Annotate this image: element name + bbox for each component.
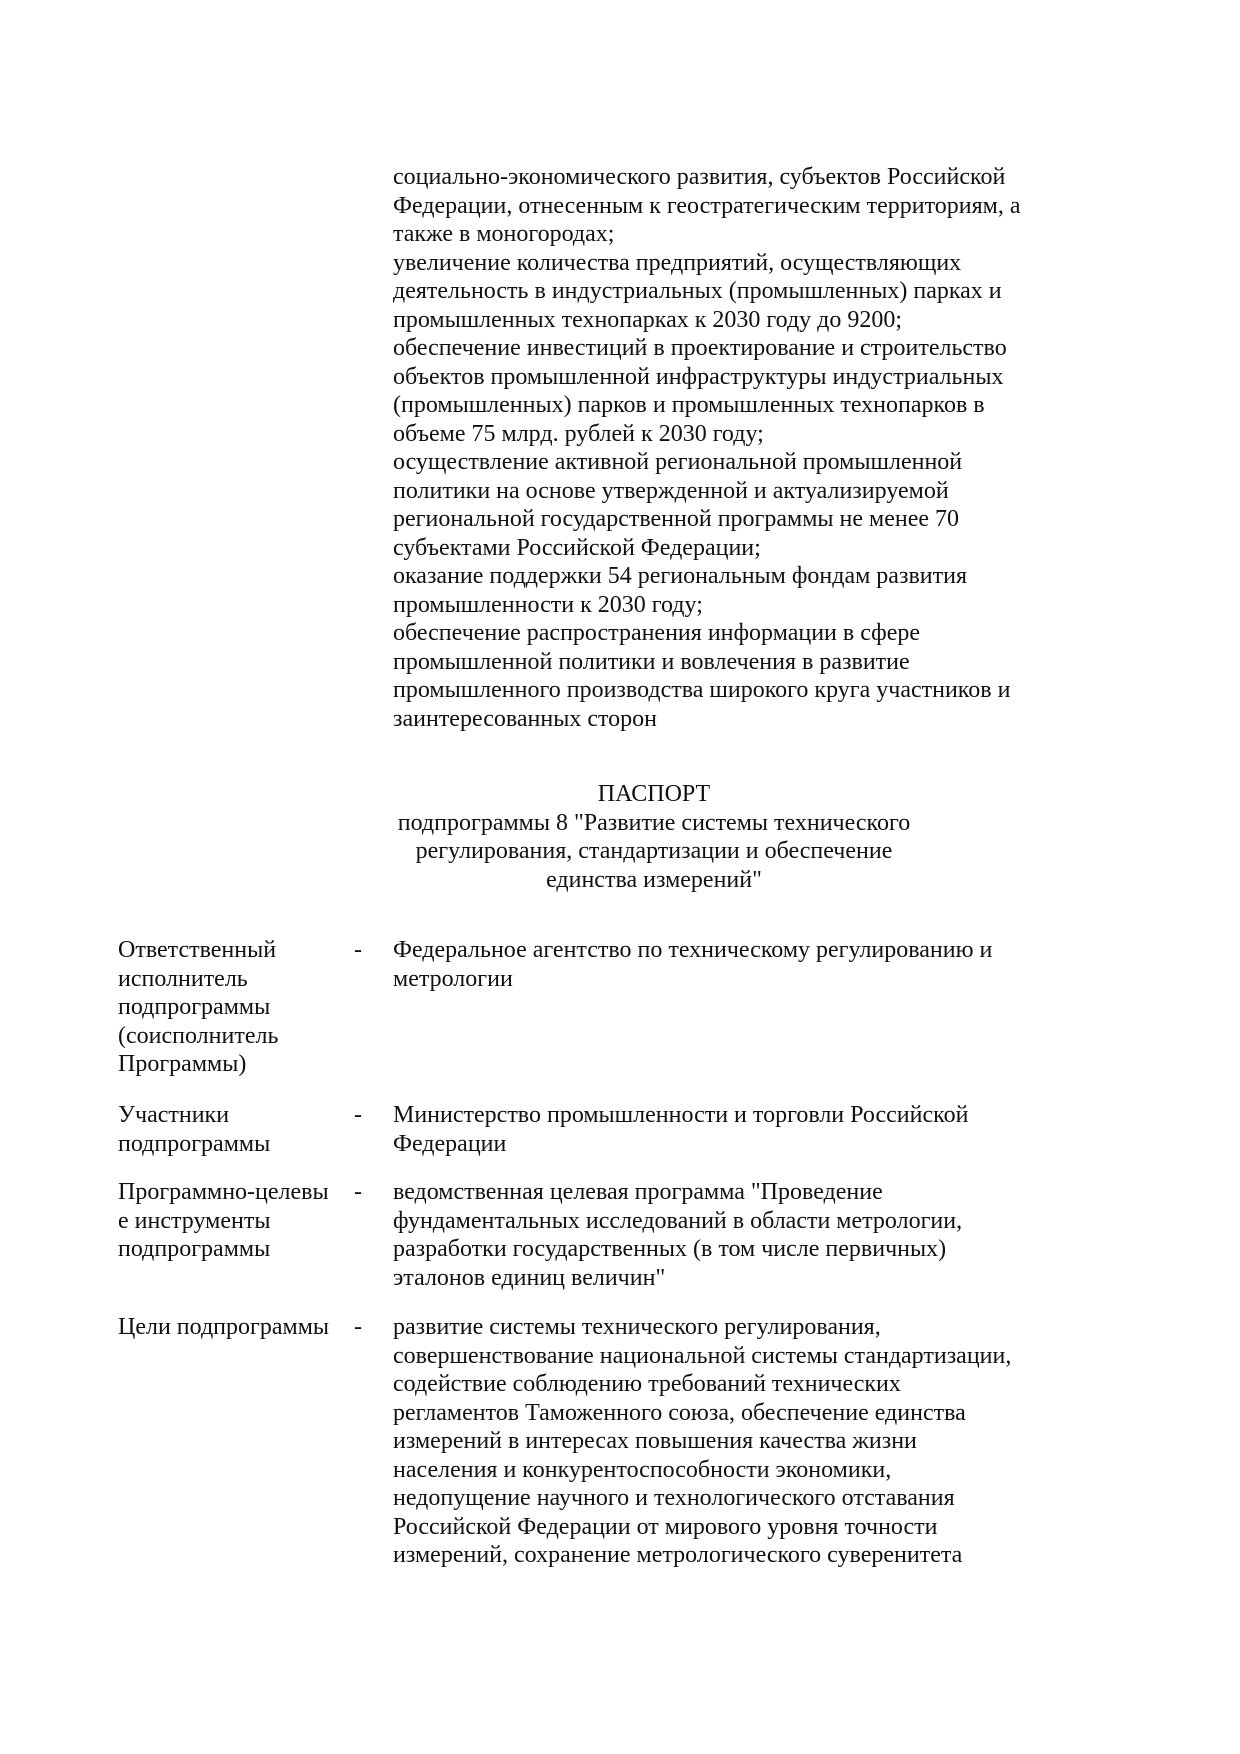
text-line: региональной государственной программы не менее 70: [393, 506, 960, 532]
value-line: эталонов единиц величин": [393, 1264, 666, 1291]
value-line: недопущение научного и технологического отставания: [393, 1485, 955, 1511]
text-line: политики на основе утвержденной и актуализируемой: [393, 477, 949, 504]
text-line: промышленных технопарках к 2030 году до 9200;: [393, 306, 903, 333]
label-line: подпрограммы: [118, 994, 271, 1020]
text-line: Федерации, отнесенным к геостратегическим территориям, а: [393, 192, 1021, 219]
value-line: ведомственная целевая программа "Проведение: [393, 1179, 883, 1205]
field-label: [118, 936, 348, 1079]
value-line: населения и конкурентоспособности экономики,: [393, 1456, 892, 1483]
continuation-text: [393, 163, 1093, 733]
label-line: подпрограммы: [118, 1236, 271, 1262]
label-line: Цели подпрограммы: [118, 1314, 330, 1340]
text-line: субъектами Российской Федерации;: [393, 534, 761, 561]
field-label: [118, 1313, 348, 1342]
value-line: измерений в интересах повышения качества жизни: [393, 1428, 917, 1454]
text-line: промышленного производства широкого круга участников и: [393, 677, 1011, 703]
label-line: Программы): [118, 1051, 247, 1077]
text-line: осуществление активной региональной промышленной: [393, 449, 963, 475]
field-value: [393, 1178, 1113, 1292]
field-value: [393, 1101, 1113, 1158]
field-value: [393, 1313, 1113, 1570]
text-line: обеспечение распространения информации в сфере: [393, 620, 921, 646]
text-line: (промышленных) парков и промышленных технопарков в: [393, 392, 985, 418]
text-line: объеме 75 млрд. рублей к 2030 году;: [393, 420, 764, 447]
value-line: Федерации: [393, 1130, 507, 1157]
label-line: Программно-целевы: [118, 1179, 329, 1205]
value-line: Российской Федерации от мирового уровня точности: [393, 1513, 938, 1540]
field-label: [118, 1178, 348, 1264]
field-dash: -: [354, 1314, 362, 1340]
label-line: Ответственный: [118, 937, 277, 963]
value-line: Министерство промышленности и торговли Российской: [393, 1102, 969, 1128]
value-line: совершенствование национальной системы стандартизации,: [393, 1342, 1012, 1369]
text-line: промышленности к 2030 году;: [393, 591, 703, 618]
text-line: также в моногородах;: [393, 221, 615, 247]
label-line: е инструменты: [118, 1207, 271, 1234]
text-line: деятельность в индустриальных (промышленных) парках и: [393, 278, 1002, 304]
value-line: содействие соблюдению требований технических: [393, 1371, 901, 1397]
label-line: подпрограммы: [118, 1130, 271, 1157]
value-line: Федеральное агентство по техническому регулированию и: [393, 937, 993, 963]
field-value: [393, 936, 1113, 993]
text-line: заинтересованных сторон: [393, 705, 658, 732]
field-label: [118, 1101, 348, 1158]
passport-subtitle-line: единства измерений": [546, 866, 762, 893]
field-dash: -: [354, 937, 362, 963]
text-line: промышленной политики и вовлечения в развитие: [393, 648, 910, 675]
value-line: измерений, сохранение метрологического суверенитета: [393, 1542, 963, 1568]
text-line: социально-экономического развития, субъектов Российской: [393, 164, 1006, 190]
label-line: Участники: [118, 1102, 230, 1128]
text-line: оказание поддержки 54 региональным фондам развития: [393, 563, 967, 589]
label-line: исполнитель: [118, 965, 248, 992]
value-line: развитие системы технического регулирования,: [393, 1314, 881, 1340]
passport-subtitle-line: подпрограммы 8 "Развитие системы технического: [397, 809, 911, 836]
passport-heading: ПАСПОРТ: [597, 781, 711, 807]
value-line: регламентов Таможенного союза, обеспечение единства: [393, 1399, 966, 1426]
label-line: (соисполнитель: [118, 1022, 279, 1049]
passport-subtitle-line: регулирования, стандартизации и обеспечение: [415, 838, 893, 864]
text-line: увеличение количества предприятий, осуществляющих: [393, 249, 962, 276]
value-line: разработки государственных (в том числе первичных): [393, 1236, 947, 1262]
text-line: обеспечение инвестиций в проектирование и строительство: [393, 335, 1007, 361]
passport-title-block: [0, 780, 1240, 894]
value-line: метрологии: [393, 965, 513, 992]
field-dash: -: [354, 1102, 362, 1128]
field-dash: -: [354, 1179, 362, 1205]
text-line: объектов промышленной инфраструктуры индустриальных: [393, 363, 1004, 390]
value-line: фундаментальных исследований в области метрологии,: [393, 1207, 963, 1234]
